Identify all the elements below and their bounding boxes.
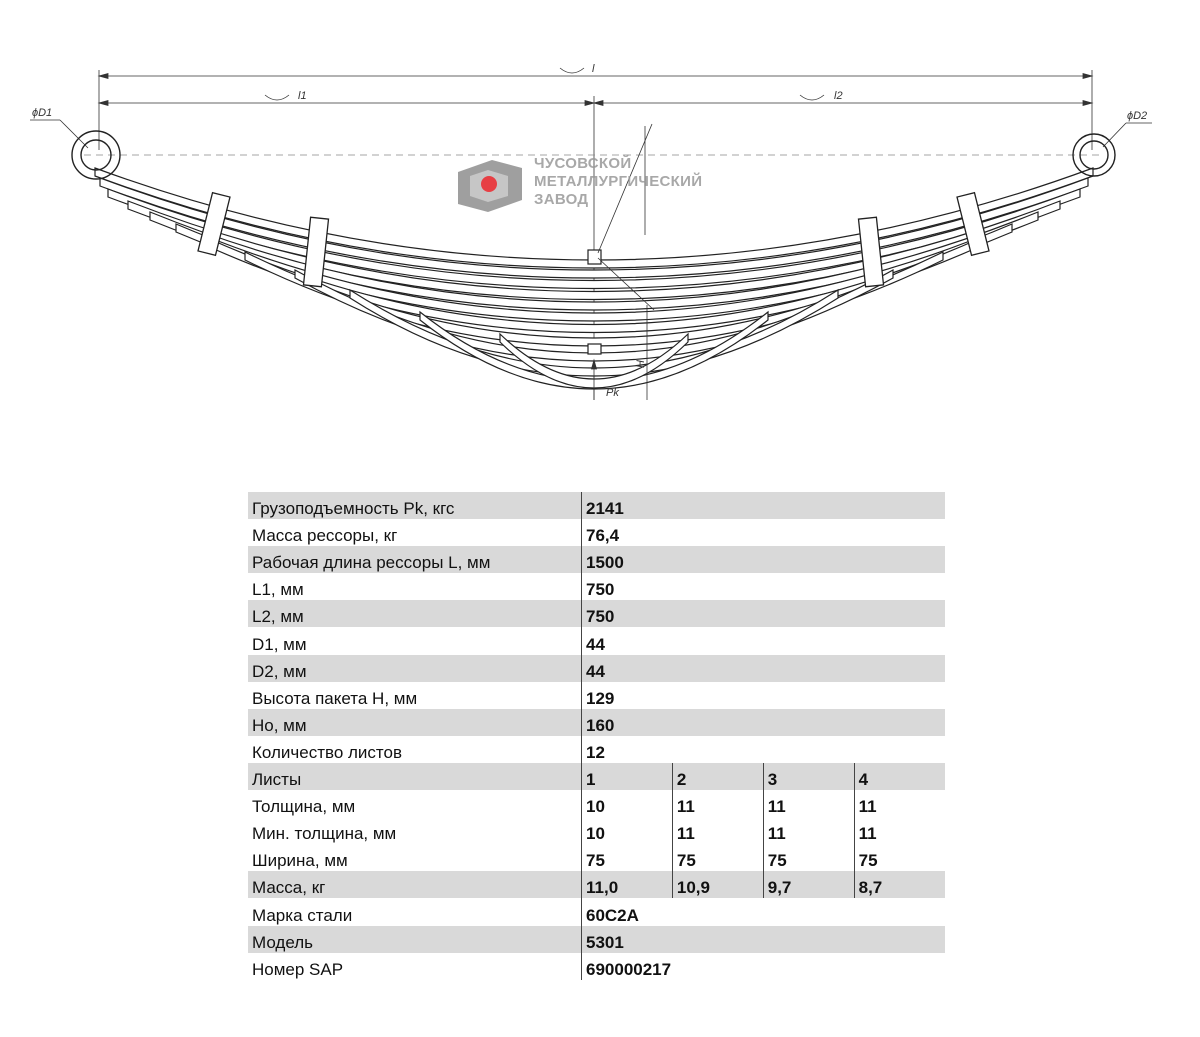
sheet-number: 3 <box>763 763 854 790</box>
spec-row <box>248 492 945 519</box>
spec-label: Рабочая длина рессоры L, мм <box>248 546 582 573</box>
sheets-row-label: Мин. толщина, мм <box>252 824 397 844</box>
spec-row <box>248 898 945 925</box>
load-label: Pk <box>606 387 619 399</box>
spec-label: Грузоподъемность Pk, кгс <box>248 492 582 519</box>
spec-value: 12 <box>582 736 946 763</box>
sheet-number: 2 <box>672 763 763 790</box>
eye-d1-label: ϕD1 <box>32 107 53 119</box>
sheet-value: 75 <box>854 844 945 871</box>
sheets-row-label: Толщина, мм <box>252 797 356 817</box>
spec-row <box>248 546 945 573</box>
sheets-row <box>248 844 945 871</box>
sheet-number: 4 <box>854 763 945 790</box>
sheet-value: 10 <box>582 790 673 817</box>
spec-label: D2, мм <box>248 655 582 682</box>
logo-mark-icon <box>481 176 497 192</box>
sheets-row <box>248 871 945 898</box>
logo-line-2: МЕТАЛЛУРГИЧЕСКИЙ <box>534 173 703 190</box>
sheet-value: 9,7 <box>763 871 854 898</box>
spec-value: 129 <box>582 682 946 709</box>
spec-label: Масса рессоры, кг <box>252 526 398 546</box>
logo-line-1: ЧУСОВСКОЙ <box>534 155 632 172</box>
spec-row <box>248 953 945 980</box>
sheets-header-label: Листы <box>248 763 582 790</box>
sheet-value: 11 <box>672 817 763 844</box>
sheet-value: 75 <box>763 844 854 871</box>
spec-label: Марка стали <box>252 905 353 925</box>
sheet-value: 11 <box>672 790 763 817</box>
spec-value: 44 <box>582 627 946 654</box>
spec-label: L1, мм <box>252 580 304 600</box>
sheet-value: 11 <box>763 817 854 844</box>
spec-row <box>248 926 945 953</box>
spec-label: L2, мм <box>248 600 582 627</box>
eye-d2-label: ϕD2 <box>1127 110 1148 122</box>
sheets-row <box>248 817 945 844</box>
spec-value: 5301 <box>582 926 946 953</box>
sheet-value: 10 <box>582 817 673 844</box>
spec-label: Номер SAP <box>252 959 344 979</box>
spec-label: Количество листов <box>252 742 403 762</box>
sheets-row-label: Ширина, мм <box>252 851 348 871</box>
spec-row <box>248 655 945 682</box>
spec-label: Модель <box>248 926 582 953</box>
dimension-l2-label: l2 <box>834 90 843 102</box>
sheet-number: 1 <box>582 763 673 790</box>
sheets-row <box>248 790 945 817</box>
sheet-value: 75 <box>582 844 673 871</box>
sheet-value: 10,9 <box>672 871 763 898</box>
leaf-spring-drawing <box>0 0 1200 420</box>
dimension-l <box>99 68 1092 150</box>
sheet-value: 75 <box>672 844 763 871</box>
spec-value: 76,4 <box>582 519 946 546</box>
spec-value: 750 <box>582 573 946 600</box>
spec-value: 2141 <box>582 492 946 519</box>
sheet-value: 11,0 <box>582 871 673 898</box>
spec-label: Высота пакета H, мм <box>252 688 418 708</box>
spec-row <box>248 600 945 627</box>
dimension-l1-label: l1 <box>298 90 307 102</box>
spec-row <box>248 573 945 600</box>
spec-row <box>248 682 945 709</box>
dimension-h-label: H <box>635 360 647 368</box>
spec-label: Ho, мм <box>248 709 582 736</box>
spec-row <box>248 519 945 546</box>
spec-label: D1, мм <box>252 634 307 654</box>
spec-row <box>248 736 945 763</box>
spec-value: 160 <box>582 709 946 736</box>
sheets-row-label: Масса, кг <box>248 871 582 898</box>
spec-value: 690000217 <box>582 953 946 980</box>
spec-value: 44 <box>582 655 946 682</box>
sheet-value: 8,7 <box>854 871 945 898</box>
spec-row <box>248 709 945 736</box>
sheet-value: 11 <box>763 790 854 817</box>
eye-leaders <box>30 120 1152 148</box>
sheet-value: 11 <box>854 817 945 844</box>
dimension-l-label: l <box>592 63 595 75</box>
spec-row <box>248 627 945 654</box>
sheets-header-row <box>248 763 945 790</box>
logo-line-3: ЗАВОД <box>534 191 589 208</box>
spec-value: 60С2А <box>582 898 946 925</box>
spec-value: 750 <box>582 600 946 627</box>
sheet-value: 11 <box>854 790 945 817</box>
spec-table <box>248 492 945 980</box>
company-logo <box>458 154 702 212</box>
spec-value: 1500 <box>582 546 946 573</box>
